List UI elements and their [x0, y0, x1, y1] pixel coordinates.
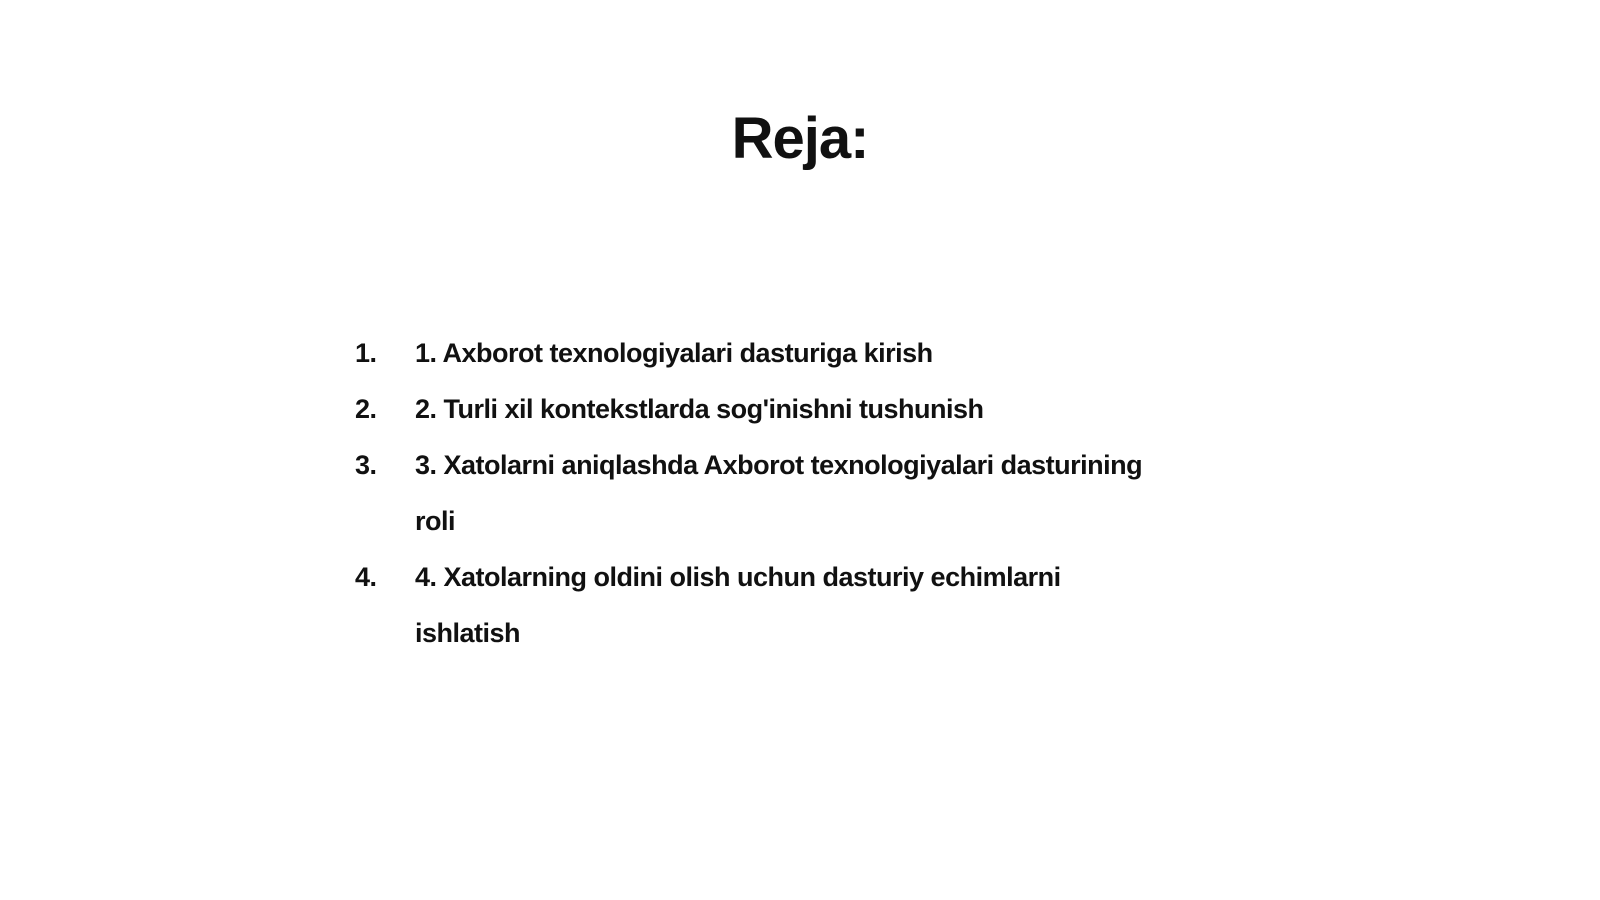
list-item-number: 4.	[355, 562, 377, 592]
list-item	[355, 437, 1155, 549]
list-item-number: 1.	[355, 338, 377, 368]
list-item-text: 1. Axborot texnologiyalari dasturiga kirish	[415, 338, 933, 368]
slide-title: Reja:	[731, 106, 869, 171]
list-item	[355, 381, 1155, 437]
list-item-number: 3.	[355, 450, 377, 480]
list-item	[355, 549, 1155, 661]
list-item-text: 2. Turli xil kontekstlarda sog'inishni tushunish	[415, 394, 984, 424]
list-item	[355, 325, 1155, 381]
list-item-text: 4. Xatolarning oldini olish uchun dasturiy echimlarni ishlatish	[415, 562, 1061, 648]
plan-list	[355, 325, 1155, 661]
list-item-text: 3. Xatolarni aniqlashda Axborot texnologiyalari dasturining roli	[415, 450, 1143, 536]
list-item-number: 2.	[355, 394, 377, 424]
